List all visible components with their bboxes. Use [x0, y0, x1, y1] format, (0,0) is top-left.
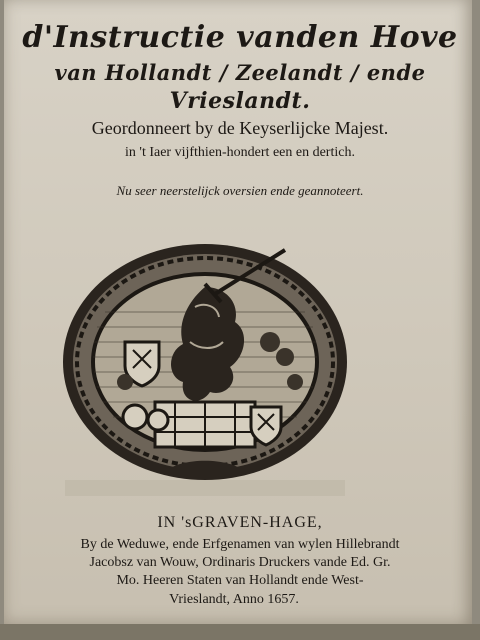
- page-edge: [0, 624, 480, 640]
- imprint-line-2: Jacobsz van Wouw, Ordinaris Druckers vande Ed. Gr.: [89, 555, 391, 570]
- imprint-line-3: Mo. Heeren Staten van Hollandt ende West-: [116, 573, 364, 588]
- imprint-line-4: Vrieslandt, Anno 1657.: [169, 592, 299, 607]
- title-line-1: d'Instructie vanden Hove: [22, 20, 458, 55]
- title-line-3: Vrieslandt.: [169, 88, 311, 114]
- title-line-2: van Hollandt / Zeelandt / ende: [54, 60, 426, 85]
- subtitle-line-2: in 't Iaer vijfthien-hondert een en dertich.: [125, 145, 355, 160]
- subtitle-line-1: Geordonneert by de Keyserlijcke Majest.: [91, 118, 389, 138]
- imprint-line-1: By de Weduwe, ende Erfgenamen van wylen Hillebrandt: [80, 537, 400, 552]
- imprint-place: IN 'sGRAVEN-HAGE,: [157, 514, 323, 531]
- lion-rampant-woodcut-icon: [55, 232, 355, 502]
- subtitle-line-3: Nu seer neerstelijck oversien ende geannoteert.: [116, 183, 364, 198]
